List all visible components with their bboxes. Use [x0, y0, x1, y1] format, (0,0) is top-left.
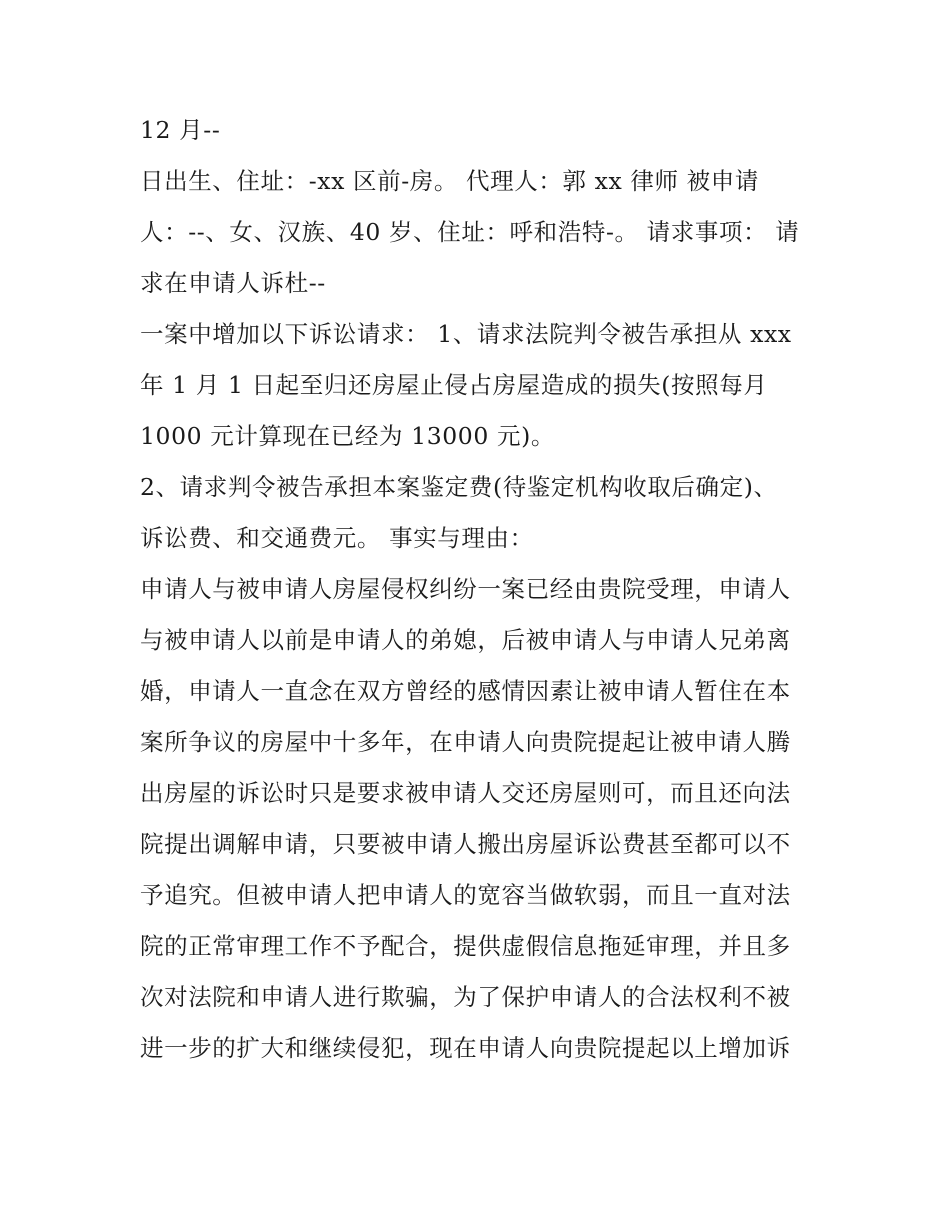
- text-line: 申请人与被申请人房屋侵权纠纷一案已经由贵院受理，申请人: [140, 575, 791, 603]
- text-line: 与被申请人以前是申请人的弟媳，后被申请人与申请人兄弟离: [140, 626, 791, 654]
- text-line: 求在申请人诉杜--: [140, 269, 326, 297]
- text-line: 进一步的扩大和继续侵犯，现在申请人向贵院提起以上增加诉: [140, 1034, 791, 1062]
- text-line: 次对法院和申请人进行欺骗，为了保护申请人的合法权利不被: [140, 983, 791, 1011]
- text-line: 婚，申请人一直念在双方曾经的感情因素让被申请人暂住在本: [140, 677, 791, 705]
- text-line: 年 1 月 1 日起至归还房屋止侵占房屋造成的损失(按照每月: [140, 371, 768, 399]
- text-line: 日出生、住址：-xx 区前-房。 代理人：郭 xx 律师 被申请: [140, 167, 759, 195]
- text-line: 院提出调解申请，只要被申请人搬出房屋诉讼费甚至都可以不: [140, 830, 791, 858]
- text-line: 出房屋的诉讼时只是要求被申请人交还房屋则可，而且还向法: [140, 779, 791, 807]
- text-line: 一案中增加以下诉讼请求： 1、请求法院判令被告承担从 xxx: [140, 320, 792, 348]
- text-line: 人：--、女、汉族、40 岁、住址：呼和浩特-。 请求事项： 请: [140, 218, 800, 246]
- text-line: 院的正常审理工作不予配合，提供虚假信息拖延审理，并且多: [140, 932, 791, 960]
- document-body: [140, 108, 830, 1077]
- text-line: 案所争议的房屋中十多年，在申请人向贵院提起让被申请人腾: [140, 728, 791, 756]
- text-line: 2、请求判令被告承担本案鉴定费(待鉴定机构收取后确定)、: [140, 473, 778, 501]
- text-line: 予追究。但被申请人把申请人的宽容当做软弱，而且一直对法: [140, 881, 791, 909]
- text-line: 1000 元计算现在已经为 13000 元)。: [140, 422, 555, 450]
- text-line: 12 月--: [140, 116, 221, 144]
- text-line: 诉讼费、和交通费元。 事实与理由：: [140, 524, 534, 552]
